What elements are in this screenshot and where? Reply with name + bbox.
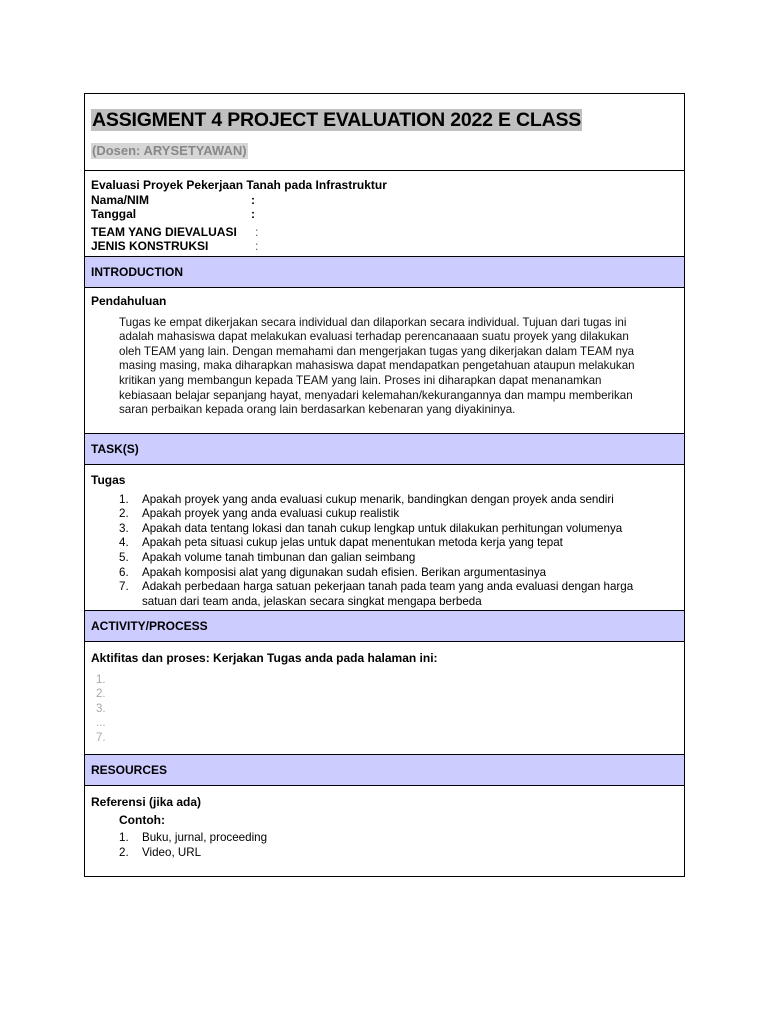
section-header-resources: RESOURCES bbox=[85, 755, 684, 786]
field-tanggal bbox=[91, 207, 678, 222]
list-item bbox=[119, 831, 678, 846]
item-text: Apakah data tentang lokasi dan tanah cukup lengkap untuk dilakukan perhitungan volumenya bbox=[142, 521, 623, 535]
resources-subheading: Referensi (jika ada) bbox=[91, 795, 202, 809]
field-separator: : bbox=[251, 192, 255, 207]
list-item bbox=[119, 536, 678, 551]
answer-placeholder: 3. bbox=[96, 702, 106, 715]
paragraph-line: saran perbaikan kepada orang lain berdasarkan kebenaran yang diyakininya. bbox=[119, 403, 516, 417]
subject-title: Evaluasi Proyek Pekerjaan Tanah pada Infrastruktur bbox=[91, 178, 387, 192]
answer-placeholder: 2. bbox=[96, 688, 106, 701]
item-number: 4. bbox=[119, 536, 129, 550]
field-team-dievaluasi bbox=[91, 225, 678, 240]
field-separator: : bbox=[255, 224, 259, 239]
answer-placeholder: 1. bbox=[96, 673, 106, 686]
item-text: Buku, jurnal, proceeding bbox=[142, 831, 268, 845]
list-item bbox=[119, 507, 678, 522]
list-item bbox=[119, 493, 678, 508]
item-text: Apakah komposisi alat yang digunakan sudah efisien. Berikan argumentasinya bbox=[142, 565, 547, 579]
tasks-body bbox=[85, 465, 684, 611]
item-number: 2. bbox=[119, 845, 129, 859]
list-item bbox=[119, 846, 678, 861]
item-text bbox=[142, 580, 633, 609]
item-text-line: satuan dari team anda, jelaskan secara singkat mengapa berbeda bbox=[142, 594, 482, 608]
list-item bbox=[119, 551, 678, 566]
field-jenis-konstruksi bbox=[91, 239, 678, 254]
item-number: 3. bbox=[119, 521, 129, 535]
field-label: Tanggal bbox=[91, 207, 137, 221]
item-text: Apakah proyek yang anda evaluasi cukup menarik, bandingkan dengan proyek anda sendiri bbox=[142, 492, 614, 506]
activity-body bbox=[85, 642, 684, 755]
field-label: TEAM YANG DIEVALUASI bbox=[91, 224, 237, 239]
list-item bbox=[119, 522, 678, 537]
introduction-body bbox=[85, 288, 684, 434]
paragraph-line: masing masing, maka diharapkan mahasiswa dapat mendapatkan pengetahuan ataupun melakukan bbox=[119, 359, 635, 373]
item-number: 1. bbox=[119, 492, 129, 506]
example-label: Contoh: bbox=[119, 812, 165, 827]
tasks-subheading: Tugas bbox=[91, 473, 126, 487]
item-number: 7. bbox=[119, 580, 129, 594]
item-number: 6. bbox=[119, 565, 129, 579]
item-number: 1. bbox=[119, 831, 129, 845]
field-separator: : bbox=[251, 207, 255, 221]
activity-subheading: Aktifitas dan proses: Kerjakan Tugas anda pada halaman ini: bbox=[91, 651, 438, 665]
field-separator: : bbox=[255, 239, 259, 253]
field-nama-nim bbox=[91, 193, 678, 208]
paragraph-line: kritikan yang membangun kepada TEAM yang lain. Proses ini diharapkan dapat menanamkan bbox=[119, 373, 602, 387]
introduction-paragraph bbox=[119, 316, 678, 418]
resource-list bbox=[119, 831, 678, 860]
item-text: Video, URL bbox=[142, 845, 202, 859]
answer-placeholder: 7. bbox=[96, 731, 106, 744]
section-header-introduction: INTRODUCTION bbox=[85, 257, 684, 288]
answer-placeholder: ... bbox=[96, 717, 106, 730]
paragraph-line: Tugas ke empat dikerjakan secara individual dan dilaporkan secara individual. Tujuan dari tugas ini bbox=[119, 315, 627, 329]
list-item bbox=[119, 580, 678, 609]
student-info-block bbox=[85, 171, 684, 257]
lecturer-name: (Dosen: ARYSETYAWAN) bbox=[92, 143, 247, 158]
item-text: Apakah peta situasi cukup jelas untuk dapat menentukan metoda kerja yang tepat bbox=[142, 536, 563, 550]
item-text-line: Adakah perbedaan harga satuan pekerjaan tanah pada team yang anda evaluasi dengan harga bbox=[142, 580, 634, 594]
item-text: Apakah volume tanah timbunan dan galian seimbang bbox=[142, 550, 416, 564]
section-header-tasks: TASK(S) bbox=[85, 434, 684, 465]
introduction-subheading: Pendahuluan bbox=[91, 294, 167, 308]
item-text: Apakah proyek yang anda evaluasi cukup realistik bbox=[142, 507, 400, 521]
paragraph-line: oleh TEAM yang lain. Dengan memahami dan mengerjakan tugas yang dikerjakan dalam TEAM nya bbox=[119, 344, 635, 358]
section-header-activity: ACTIVITY/PROCESS bbox=[85, 611, 684, 642]
item-number: 5. bbox=[119, 550, 129, 564]
field-label: JENIS KONSTRUKSI bbox=[91, 239, 209, 253]
title-block bbox=[85, 94, 684, 171]
list-item bbox=[119, 566, 678, 581]
task-list bbox=[119, 493, 678, 610]
resources-body bbox=[85, 786, 684, 876]
paragraph-line: kebiasaan belajar sepanjang hayat, menyadari kelemahan/kekurangannya dan mampu memberikan bbox=[119, 388, 633, 402]
item-number: 2. bbox=[119, 507, 129, 521]
paragraph-line: adalah mahasiswa dapat melakukan evaluasi terhadap perencanaaan suatu proyek yang dilakukan bbox=[119, 330, 629, 344]
assignment-sheet bbox=[84, 93, 685, 877]
field-label: Nama/NIM bbox=[91, 192, 150, 207]
document-title: ASSIGMENT 4 PROJECT EVALUATION 2022 E CLASS bbox=[92, 109, 582, 131]
answer-area[interactable] bbox=[96, 673, 678, 746]
